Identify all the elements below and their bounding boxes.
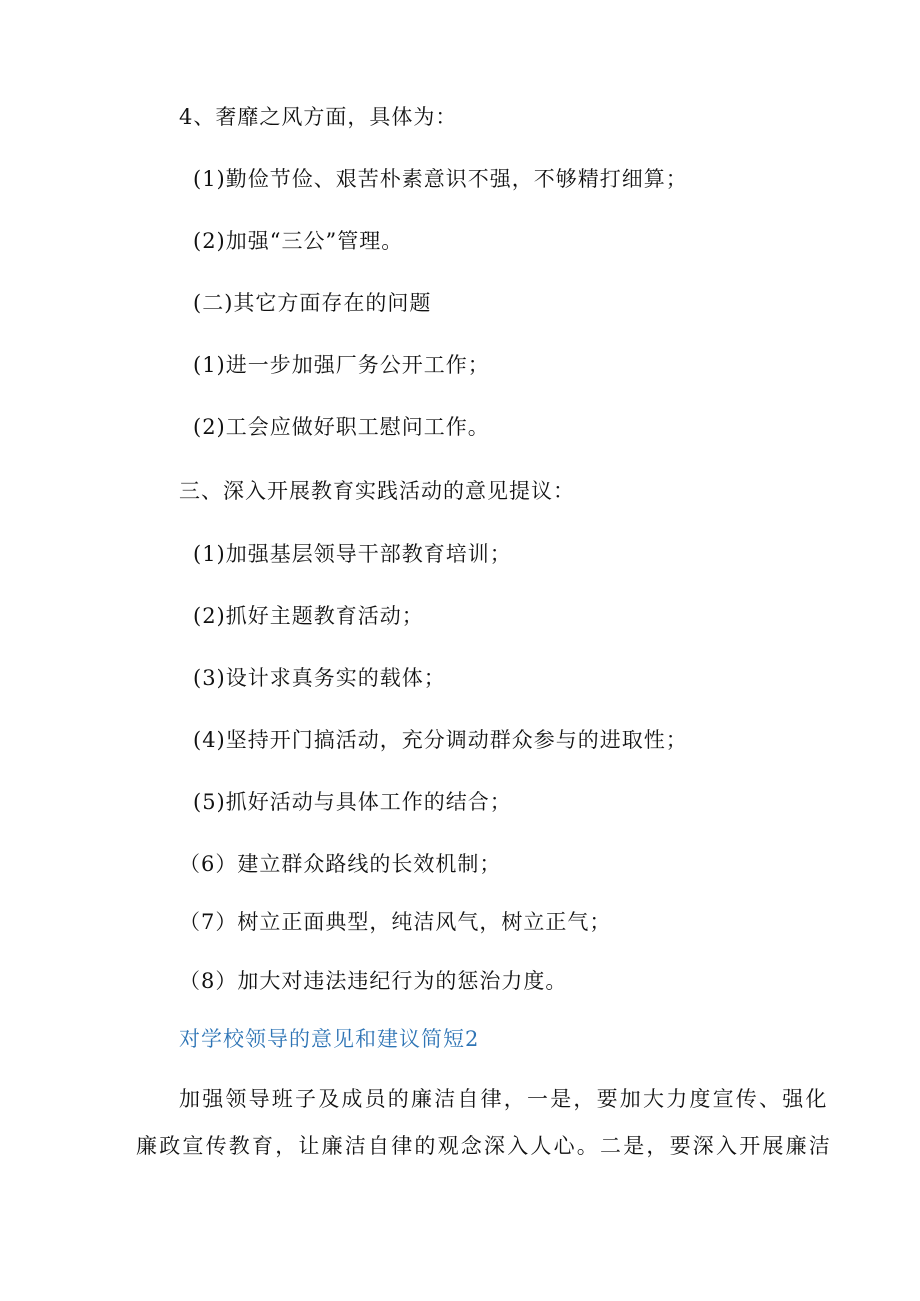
section-three-heading: 三、深入开展教育实践活动的意见提议： — [179, 479, 575, 503]
list-item: (1)勤俭节俭、艰苦朴素意识不强，不够精打细算； — [193, 167, 688, 191]
list-item: （7）树立正面典型，纯洁风气，树立正气； — [179, 910, 612, 934]
section-heading: 对学校领导的意见和建议简短2 — [179, 1027, 480, 1051]
item-luxury-heading: 4、奢靡之风方面，具体为： — [179, 105, 458, 129]
paragraph-line: 廉政宣传教育，让廉洁自律的观念深入人心。二是，要深入开展廉洁 — [136, 1134, 832, 1158]
list-item: (5)抓好活动与具体工作的结合； — [193, 790, 512, 814]
list-item: （8）加大对违法违纪行为的惩治力度。 — [179, 969, 568, 993]
list-item: (4)坚持开门搞活动，充分调动群众参与的进取性； — [193, 728, 688, 752]
list-item: (2)抓好主题教育活动； — [193, 604, 424, 628]
subsection-heading: (二)其它方面存在的问题 — [193, 291, 432, 315]
list-item: (2)加强“三公”管理。 — [193, 229, 404, 253]
list-item: (2)工会应做好职工慰问工作。 — [193, 415, 490, 439]
list-item: （6）建立群众路线的长效机制； — [179, 852, 502, 876]
paragraph-line: 加强领导班子及成员的廉洁自律，一是，要加大力度宣传、强化 — [179, 1087, 829, 1111]
list-item: (3)设计求真务实的载体； — [193, 666, 446, 690]
list-item: (1)进一步加强厂务公开工作； — [193, 353, 490, 377]
list-item: (1)加强基层领导干部教育培训； — [193, 542, 512, 566]
